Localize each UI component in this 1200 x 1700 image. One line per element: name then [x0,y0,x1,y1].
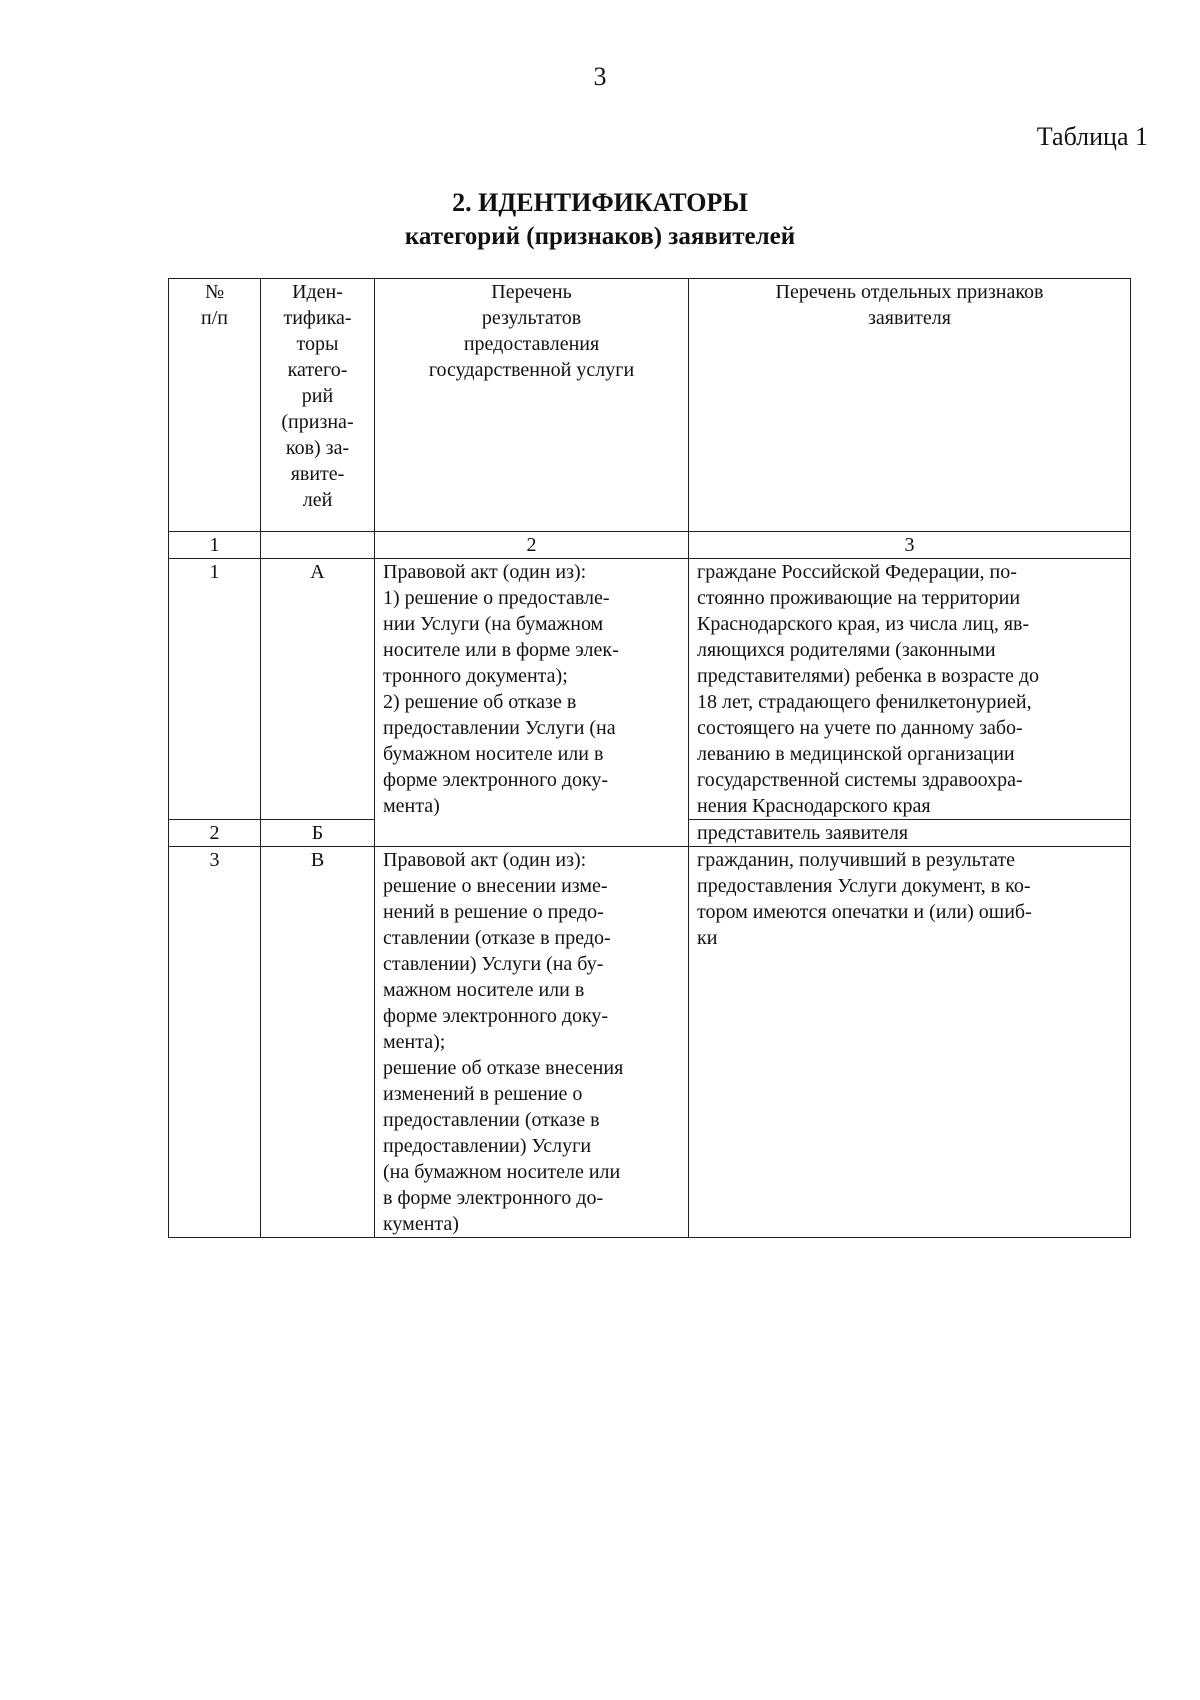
row-num: 2 [169,820,261,847]
title-line-1: 2. ИДЕНТИФИКАТОРЫ [452,188,748,217]
row-id: А [261,559,375,820]
row-signs: гражданин, получивший в результате предоставления Услуги документ, в ко- тором имеются опечатки и (или) ошиб- ки [689,847,1131,1238]
row-num: 3 [169,847,261,1238]
page-title [0,186,1200,254]
index-results: 2 [375,532,689,559]
page-number: 3 [593,62,607,91]
row-signs: граждане Российской Федерации, по- стоянно проживающие на территории Краснодарского края, из числа лиц, яв- ляющихся родителями (законными представителями) ребенка в возрасте до 18 лет, страдающего фенилкетонурией, состоящего на учете по данному забо- леванию в медицинской организации государственной системы здравоохра- нения Краснодарского края [689,559,1131,820]
table-header-row [169,279,1131,532]
row-results: Правовой акт (один из): 1) решение о предоставле- нии Услуги (на бумажном носителе или в форме элек- тронного документа); 2) решение об отказе в предоставлении Услуги (на бумажном носителе или в форме электронного доку- мента) [375,559,689,847]
row-results: Правовой акт (один из): решение о внесении изме- нений в решение о предо- ставлении (отказе в предо- ставлении) Услуги (на бу- мажном носителе или в форме электронного доку- мента); решение об отказе внесения изменений в решение о предоставлении (отказе в предоставлении) Услуги (на бумажном носителе или в форме электронного до- кумента) [375,847,689,1238]
row-signs: представитель заявителя [689,820,1131,847]
index-num: 1 [169,532,261,559]
row-id: В [261,847,375,1238]
row-id: Б [261,820,375,847]
row-num: 1 [169,559,261,820]
column-index-row [169,532,1131,559]
identifiers-table [168,278,1131,1238]
header-identifiers: Иден- тифика- торы катего- рий (призна- ков) за- явите- лей [261,279,375,532]
header-signs: Перечень отдельных признаков заявителя [689,279,1131,532]
index-id [261,532,375,559]
header-num: № п/п [169,279,261,532]
index-signs: 3 [689,532,1131,559]
table-row [169,847,1131,1238]
header-results: Перечень результатов предоставления государственной услуги [375,279,689,532]
table-row [169,559,1131,820]
title-line-2: категорий (признаков) заявителей [404,223,796,250]
table-label: Таблица 1 [1036,122,1148,151]
